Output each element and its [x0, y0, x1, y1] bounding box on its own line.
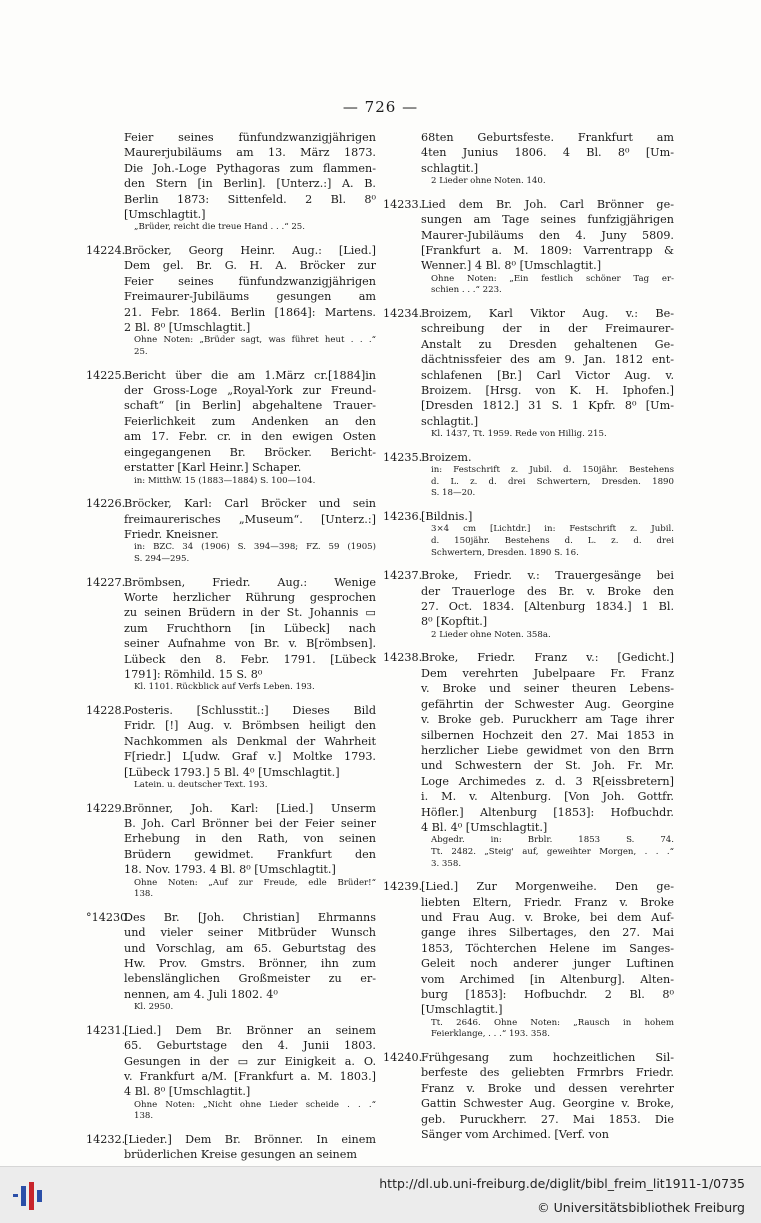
entry-text-line: Die Joh.-Loge Pythagoras zum flammen- [124, 161, 376, 175]
bibliography-entry [86, 575, 376, 694]
entry-body [86, 130, 376, 234]
entry-text-line: Lied dem Br. Joh. Carl Brönner ge- [421, 197, 674, 211]
entry-text-line: zum Fruchthorn [in Lübeck] nach [124, 621, 376, 635]
entry-text-line: Frühgesang zum hochzeitlichen Sil- [421, 1050, 674, 1064]
entry-text-line: 2 Bl. 8⁰ [Umschlagtit.] [124, 321, 251, 335]
entry-note-line: 138. [134, 1111, 154, 1122]
entry-text-line: Bericht über die am 1.März cr.[1884]in [124, 368, 376, 382]
entry-text-line: F[riedr.] L[udw. Graf v.] Moltke 1793. [124, 750, 376, 764]
entry-body [86, 368, 376, 487]
entry-number: 14235. [383, 450, 423, 464]
entry-note-line: 138. [134, 889, 154, 900]
entry-note-line: 2 Lieder ohne Noten. 140. [431, 176, 546, 187]
entry-body [86, 1132, 376, 1163]
entry-note-line: „Brüder, reicht die treue Hand . . .“ 25. [134, 222, 306, 233]
entry-gap [86, 694, 376, 703]
entry-text-line: [Dresden 1812.] 31 S. 1 Kpfr. 8⁰ [Um- [421, 399, 674, 413]
footer-copyright: © Universitätsbibliothek Freiburg [537, 1200, 745, 1215]
entry-body [383, 197, 674, 297]
entry-text-line: dächtnissfeier des am 9. Jan. 1812 ent- [421, 353, 674, 367]
entry-number: 14237. [383, 569, 423, 583]
bibliography-entry [86, 368, 376, 487]
entry-note-line: Schwertern, Dresden. 1890 S. 16. [431, 547, 579, 558]
entry-text-line: [Lied.] Dem Br. Brönner an seinem [124, 1023, 376, 1037]
entry-text-line: seiner Aufnahme von Br. v. B[römbsen]. [124, 637, 376, 651]
entry-text-line: Brömbsen, Friedr. Aug.: Wenige [124, 575, 376, 589]
entry-text-line: 1791]: Römhild. 15 S. 8⁰ [124, 667, 263, 681]
entry-text-line: Franz v. Broke und dessen verehrter [421, 1081, 674, 1095]
bibliography-entry [383, 197, 674, 297]
entry-gap [383, 500, 674, 509]
entry-number: 14231. [86, 1023, 126, 1037]
bibliography-entry [383, 650, 674, 870]
entry-number: 14227. [86, 575, 126, 589]
entry-text-line: Fridr. [!] Aug. v. Brömbsen heiligt den [124, 719, 376, 733]
entry-note-line: in: BZC. 34 (1906) S. 394—398; FZ. 59 (1905) [134, 542, 376, 553]
entry-text-line: Lübeck den 8. Febr. 1791. [Lübeck [124, 652, 376, 666]
bibliography-entry [86, 130, 376, 234]
entry-note-line: S. 294—295. [134, 553, 190, 564]
entry-text-line: B. Joh. Carl Brönner bei der Feier seiner [124, 816, 376, 830]
entry-text-line: silbernen Hochzeit den 27. Mai 1853 in [421, 728, 674, 742]
entry-text-line: schlagtit.] [421, 414, 479, 428]
entry-text-line: v. Broke und seiner theuren Lebens- [421, 682, 674, 696]
entry-text-line: und vieler seiner Mitbrüder Wunsch [124, 926, 376, 940]
entry-text-line: liebten Eltern, Friedr. Franz v. Broke [421, 895, 674, 909]
bibliography-entry [383, 879, 674, 1041]
entry-text-line: und Vorschlag, am 65. Geburtstag des [124, 941, 376, 955]
right-column [383, 130, 674, 1142]
entry-gap [383, 297, 674, 306]
entry-number: 14240. [383, 1050, 423, 1064]
entry-text-line: zu seinen Brüdern in der St. Johannis ▭ [124, 606, 376, 620]
entry-number: 14236. [383, 510, 423, 524]
entry-text-line: nennen, am 4. Juli 1802. 4⁰ [124, 987, 278, 1001]
entry-text-line: 65. Geburtstage den 4. Junii 1803. [124, 1039, 376, 1053]
entry-text-line: Geleit noch anderer junger Luftinen [421, 957, 674, 971]
entry-body [86, 496, 376, 565]
entry-text-line: Hw. Prov. Gmstrs. Brönner, ihn zum [124, 957, 376, 970]
entry-text-line: der Trauerloge des Br. v. Broke den [421, 584, 674, 598]
entry-text-line: [Umschlagtit.] [124, 208, 206, 222]
entry-body [86, 1023, 376, 1123]
entry-text-line: Feier seines fünfundzwanzigjährigen [124, 131, 376, 144]
entry-note-line: Ohne Noten: „Brüder sagt, was führet heut . . .“ [134, 335, 376, 346]
entry-note-line: Abgedr. in: Brblr. 1853 S. 74. [431, 835, 674, 846]
entry-text-line: Bröcker, Georg Heinr. Aug.: [Lied.] [124, 244, 376, 258]
entry-text-line: vom Archimed [in Altenburg]. Alten- [421, 972, 674, 986]
entry-text-line: schreibung der in der Freimaurer- [421, 322, 674, 336]
entry-text-line: berfeste des geliebten Frmrbrs Friedr. [421, 1066, 674, 1080]
entry-note-line: d. L. z. d. drei Schwertern, Dresden. 1890 [431, 476, 674, 487]
entry-text-line: v. Broke geb. Puruckherr am Tage ihrer [421, 713, 674, 727]
entry-note-line: Tt. 2646. Ohne Noten: „Rausch in hohem [431, 1017, 674, 1028]
entry-text-line: Wenner.] 4 Bl. 8⁰ [Umschlagtit.] [421, 259, 602, 273]
entry-text-line: Gattin Schwester Aug. Georgine v. Broke, [421, 1097, 674, 1111]
entry-number: 14238. [383, 651, 423, 665]
entry-note-line: in: MitthW. 15 (1883—1884) S. 100—104. [134, 475, 316, 486]
entry-text-line: Brüdern gewidmet. Frankfurt den [124, 847, 376, 861]
page-number: — 726 — [342, 98, 419, 116]
entry-body [86, 801, 376, 901]
entry-note-line: Ohne Noten: „Auf zur Freude, edle Brüder!“ [134, 877, 376, 888]
entry-gap [383, 441, 674, 450]
entry-note-line: Ohne Noten: „Ein festlich schöner Tag er- [431, 273, 674, 284]
entry-text-line: [Umschlagtit.] [421, 1003, 503, 1017]
entry-gap [383, 559, 674, 568]
entry-note-line: d. 150jähr. Bestehens d. L. z. d. drei [431, 536, 674, 547]
entry-text-line: Posteris. [Schlusstit.:] Dieses Bild [124, 703, 376, 717]
entry-note-line: 2 Lieder ohne Noten. 358a. [431, 629, 551, 640]
entry-number: 14233. [383, 197, 423, 211]
entry-number: 14224. [86, 244, 126, 258]
entry-text-line: Feierlichkeit zum Andenken an den [124, 414, 376, 428]
entry-text-line: 4 Bl. 8⁰ [Umschlagtit.] [124, 1085, 251, 1099]
footer-url-link[interactable]: http://dl.ub.uni-freiburg.de/diglit/bibl_freim_lit1911-1/0735 [379, 1176, 745, 1191]
bibliography-entry [383, 1050, 674, 1142]
entry-gap [86, 359, 376, 368]
entry-text-line: schlagtit.] [421, 161, 479, 175]
entry-note-line: 3. 358. [431, 858, 462, 869]
entry-text-line: Broizem. [Hrsg. von K. H. Iphofen.] [421, 384, 674, 398]
entry-text-line: Broke, Friedr. Franz v.: [Gedicht.] [421, 651, 674, 665]
entry-number: 14228. [86, 703, 126, 717]
entry-number: 14226. [86, 497, 126, 511]
entry-note-line: Kl. 1437, Tt. 1959. Rede von Hillig. 215. [431, 429, 607, 440]
entry-body [383, 879, 674, 1041]
entry-text-line: Broke, Friedr. v.: Trauergesänge bei [421, 569, 674, 583]
entry-gap [86, 1123, 376, 1132]
bibliography-entry [86, 1132, 376, 1163]
entry-text-line: der Gross-Loge „Royal-York zur Freund- [124, 384, 376, 398]
entry-body [383, 509, 674, 559]
entry-note-line: Kl. 2950. [134, 1002, 174, 1013]
entry-text-line: Des Br. [Joh. Christian] Ehrmanns [124, 910, 376, 924]
bibliography-entry [86, 910, 376, 1014]
entry-text-line: Maurerjubiläums am 13. März 1873. [124, 146, 376, 160]
entry-text-line: Loge Archimedes z. d. 3 R[eissbretern] [421, 774, 674, 788]
entry-text-line: freimaurerisches „Museum“. [Unterz.:] [124, 512, 376, 526]
entry-text-line: und Schwestern der St. Joh. Fr. Mr. [421, 759, 674, 773]
entry-body [383, 306, 674, 441]
entry-body [383, 450, 674, 500]
entry-note-line: S. 18—20. [431, 488, 476, 499]
entry-text-line: Gesungen in der ▭ zur Einigkeit a. O. [124, 1054, 376, 1068]
entry-body [86, 575, 376, 694]
entry-text-line: Dem gel. Br. G. H. A. Bröcker zur [124, 259, 376, 273]
entry-text-line: 4ten Junius 1806. 4 Bl. 8⁰ [Um- [421, 146, 674, 160]
entry-note-line: Ohne Noten: „Nicht ohne Lieder scheide . . .“ [134, 1099, 376, 1110]
entry-body [383, 130, 674, 188]
entry-gap [383, 870, 674, 879]
entry-text-line: 68ten Geburtsfeste. Frankfurt am [421, 131, 674, 144]
entry-gap [86, 901, 376, 910]
entry-text-line: geb. Puruckherr. 27. Mai 1853. Die [421, 1112, 674, 1126]
entry-body [86, 243, 376, 359]
entry-text-line: [Lied.] Zur Morgenweihe. Den ge- [421, 880, 674, 894]
entry-note-line: schien . . .“ 223. [431, 285, 502, 296]
entry-text-line: Broizem, Karl Viktor Aug. v.: Be- [421, 307, 674, 321]
entry-body [383, 650, 674, 870]
entry-body [383, 1050, 674, 1142]
entry-note-line: 3×4 cm [Lichtdr.] in: Festschrift z. Jubil. [431, 524, 674, 535]
entry-gap [383, 1041, 674, 1050]
entry-text-line: 4 Bl. 4⁰ [Umschlagtit.] [421, 820, 548, 834]
entry-number: 14239. [383, 880, 423, 894]
library-logo-icon [12, 1180, 44, 1212]
entry-text-line: sungen am Tage seines funfzigjährigen [421, 213, 674, 227]
entry-note-line: Tt. 2482. „Steig' auf, geweihter Morgen, . . .“ [431, 846, 674, 857]
entry-text-line: Anstalt zu Dresden gehaltenen Ge- [421, 337, 674, 351]
entry-gap [86, 792, 376, 801]
entry-text-line: v. Frankfurt a/M. [Frankfurt a. M. 1803.] [124, 1070, 376, 1084]
entry-gap [383, 188, 674, 197]
entry-gap [86, 487, 376, 496]
entry-text-line: [Frankfurt a. M. 1809: Varrentrapp & [421, 244, 674, 258]
entry-note-line: Latein. u. deutscher Text. 193. [134, 779, 268, 790]
entry-text-line: i. M. v. Altenburg. [Von Joh. Gottfr. [421, 790, 674, 804]
bibliography-entry [383, 130, 674, 188]
entry-text-line: [Lieder.] Dem Br. Brönner. In einem [124, 1133, 376, 1147]
entry-text-line: [Lübeck 1793.] 5 Bl. 4⁰ [Umschlagtit.] [124, 765, 340, 779]
entry-text-line: Feier seines fünfundzwanzigjährigen [124, 274, 376, 288]
entry-text-line: 27. Oct. 1834. [Altenburg 1834.] 1 Bl. [421, 600, 674, 614]
entry-text-line: schaft“ [in Berlin] abgehaltene Trauer- [124, 399, 376, 413]
entry-text-line: Broizem. [421, 450, 472, 464]
footer-bar [0, 1166, 761, 1223]
entry-number: 14229. [86, 801, 126, 815]
entry-text-line: lebenslänglichen Großmeister zu er- [124, 972, 376, 986]
entry-number: 14225. [86, 368, 126, 382]
bibliography-entry [86, 801, 376, 901]
entry-body [86, 910, 376, 1014]
entry-text-line: Nachkommen als Denkmal der Wahrheit [124, 734, 376, 748]
entry-text-line: Höfler.] Altenburg [1853]: Hofbuchdr. [421, 805, 674, 819]
entry-text-line: erstatter [Karl Heinr.] Schaper. [124, 461, 302, 475]
bibliography-entry [86, 243, 376, 359]
entry-text-line: Bröcker, Karl: Carl Bröcker und sein [124, 497, 376, 511]
entry-text-line: Freimaurer-Jubiläums gesungen am [124, 290, 376, 304]
entry-text-line: am 17. Febr. cr. in den ewigen Osten [124, 430, 376, 444]
entry-text-line: Worte herzlicher Rührung gesprochen [124, 590, 376, 604]
entry-text-line: Dem verehrten Jubelpaare Fr. Franz [421, 666, 674, 680]
entry-text-line: Maurer-Jubiläums den 4. Juny 5809. [421, 228, 674, 242]
entry-text-line: gefährtin der Schwester Aug. Georgine [421, 697, 674, 711]
bibliography-entry [383, 568, 674, 641]
entry-number: 14232. [86, 1133, 126, 1147]
bibliography-entry [383, 306, 674, 441]
entry-text-line: [Bildnis.] [421, 510, 473, 524]
entry-gap [86, 566, 376, 575]
entry-text-line: 18. Nov. 1793. 4 Bl. 8⁰ [Umschlagtit.] [124, 863, 336, 877]
entry-text-line: eingegangenen Br. Bröcker. Bericht- [124, 445, 376, 459]
entry-note-line: Feierklange, . . .“ 193. 358. [431, 1029, 550, 1040]
entry-note-line: 25. [134, 347, 148, 358]
entry-text-line: burg [1853]: Hofbuchdr. 2 Bl. 8⁰ [421, 987, 674, 1001]
entry-text-line: Friedr. Kneisner. [124, 527, 219, 541]
entry-gap [86, 1014, 376, 1023]
bibliography-entry [86, 703, 376, 792]
bibliography-entry [86, 1023, 376, 1123]
entry-text-line: Brönner, Joh. Karl: [Lied.] Unserm [124, 801, 376, 815]
entry-text-line: Sänger vom Archimed. [Verf. von [421, 1128, 609, 1141]
entry-text-line: den Stern [in Berlin]. [Unterz.:] A. B. [124, 177, 376, 191]
left-column [86, 130, 376, 1163]
entry-note-line: Kl. 1101. Rückblick auf Verfs Leben. 193. [134, 682, 315, 693]
entry-text-line: brüderlichen Kreise gesungen an seinem [124, 1148, 357, 1162]
entry-number: °14230. [86, 910, 131, 924]
entry-gap [383, 641, 674, 650]
entry-body [86, 703, 376, 792]
bibliography-entry [383, 509, 674, 559]
entry-text-line: 8⁰ [Kopftit.] [421, 615, 488, 629]
entry-text-line: herzlicher Liebe gewidmet von den Brrn [421, 743, 674, 757]
entry-text-line: 21. Febr. 1864. Berlin [1864]: Martens. [124, 305, 376, 319]
entry-text-line: Erhebung in den Rath, von seinen [124, 832, 376, 846]
entry-note-line: in: Festschrift z. Jubil. d. 150jähr. Bestehens [431, 465, 674, 476]
entry-gap [86, 234, 376, 243]
entry-text-line: Berlin 1873: Sittenfeld. 2 Bl. 8⁰ [124, 192, 376, 206]
entry-body [383, 568, 674, 641]
entry-number: 14234. [383, 307, 423, 321]
entry-text-line: 1853, Töchterchen Helene im Sanges- [421, 941, 674, 955]
bibliography-entry [383, 450, 674, 500]
entry-text-line: und Frau Aug. v. Broke, bei dem Auf- [421, 910, 674, 924]
entry-text-line: schlafenen [Br.] Carl Victor Aug. v. [421, 368, 674, 382]
entry-text-line: gange ihres Silbertages, den 27. Mai [421, 926, 674, 940]
bibliography-entry [86, 496, 376, 565]
